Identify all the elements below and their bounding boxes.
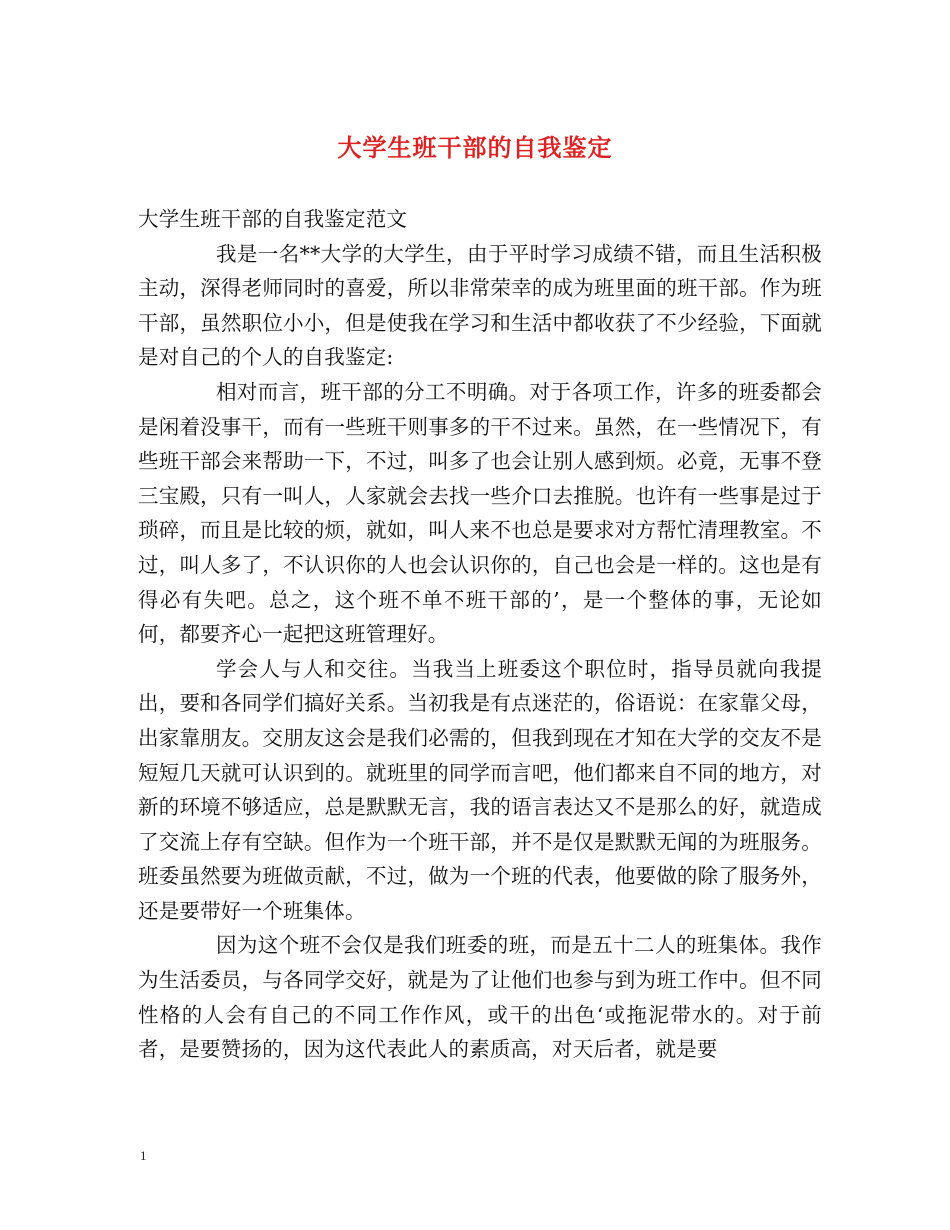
paragraph-class-collective: 因为这个班不会仅是我们班委的班，而是五十二人的班集体。我作为生活委员，与各同学交好，就是为了让他们也参与到为班工作中。但不同性格的人会有自己的不同工作作风，或干的出色‘或拖泥带水的。对于前者，是要赞扬的，因为这代表此人的素质高，对天后者，就是要 <box>138 933 822 1062</box>
paragraph-division-of-work: 相对而言，班干部的分工不明确。对于各项工作，许多的班委都会是闲着没事干，而有一些班干则事多的干不过来。虽然，在一些情况下，有些班干部会来帮助一下，不过，叫多了也会让别人感到烦。必竟，无事不登三宝殿，只有一叫人，人家就会去找一些介口去推脱。也许有一些事是过于琐碎，而且是比较的烦，就如，叫人来不也总是要求对方帮忙清理教室。不过，叫人多了，不认识你的人也会认识你的，自己也会是一样的。这也是有得必有失吧。总之，这个班不单不班干部的’，是一个整体的事，无论如何，都要齐心一起把这班管理好。 <box>138 379 822 647</box>
document-subtitle: 大学生班干部的自我鉴定范文 <box>138 207 408 231</box>
document-body <box>138 202 822 1067</box>
paragraph-intro: 我是一名**大学的大学生，由于平时学习成绩不错，而且生活积极主动，深得老师同时的喜爱，所以非常荣幸的成为班里面的班干部。作为班干部，虽然职位小小，但是使我在学习和生活中都收获了不少经验，下面就是对自己的个人的自我鉴定: <box>138 241 822 370</box>
paragraph-communication: 学会人与人和交往。当我当上班委这个职位时，指导员就向我提出，要和各同学们搞好关系。当初我是有点迷茫的，俗语说：在家靠父母，出家靠朋友。交朋友这会是我们必需的，但我到现在才知在大学的交友不是短短几天就可认识到的。就班里的同学而言吧，他们都来自不同的地方，对新的环境不够适应，总是默默无言，我的语言表达又不是那么的好，就造成了交流上存有空缺。但作为一个班干部，并不是仅是默默无闻的为班服务。班委虽然要为班做贡献，不过，做为一个班的代表，他要做的除了服务外，还是要带好一个班集体。 <box>138 656 822 923</box>
page-number: 1 <box>140 1148 147 1163</box>
document-title: 大学生班干部的自我鉴定 <box>337 133 613 162</box>
